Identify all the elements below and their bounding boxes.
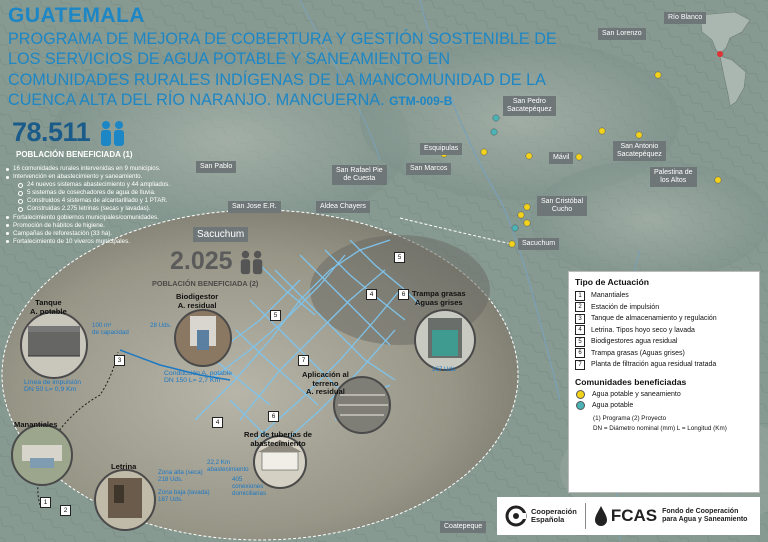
legend-item: 5 Biodigestores agua residual <box>569 336 759 348</box>
cooperacion-logo-text: Cooperación Española <box>531 506 577 524</box>
tanque-capacity: 100 m³ de capacidad <box>92 322 129 336</box>
town-san-lorenzo: San Lorenzo <box>598 28 646 40</box>
population-main-label: POBLACIÓN BENEFICIADA (1) <box>16 150 133 159</box>
legend-item: 7 Planta de filtración agua residual tratada <box>569 359 759 371</box>
letrina-graphic <box>95 470 155 530</box>
manantiales-graphic <box>12 425 72 485</box>
marker-6a: 6 <box>398 289 409 300</box>
town-san-pablo: San Pablo <box>196 161 236 173</box>
legend-community-item: Agua potable y saneamiento <box>569 389 759 401</box>
marker-7: 7 <box>298 355 309 366</box>
inset-people-icon <box>238 248 266 276</box>
marker-1: 1 <box>40 497 51 508</box>
legend-community-item: Agua potable <box>569 400 759 412</box>
town-rio-blanco: Río Blanco <box>664 12 706 24</box>
achievement-item: Promoción de hábitos de higiene. <box>6 222 236 230</box>
town-san-jose: San Jose E.R. <box>228 201 281 213</box>
achievement-item: Campañas de reforestación (33 ha). <box>6 230 236 238</box>
biodigestor-graphic <box>175 310 231 366</box>
achievement-subitem: 5 sistemas de cosechadores de agua de lluvia. <box>6 189 236 197</box>
program-title <box>8 29 568 111</box>
biodigestor-units: 28 Uds. <box>150 322 172 329</box>
teal-dot-icon <box>576 401 585 410</box>
town-san-cristobal: San Cristóbal Cucho <box>537 196 587 216</box>
zona-alta-label: Zona alta (seca) 218 Uds. <box>158 469 203 483</box>
trampa-label: Trampa grasas Aguas grises <box>412 289 466 307</box>
legend-item: 1 Manantiales <box>569 290 759 302</box>
inset-population-label: POBLACIÓN BENEFICIADA (2) <box>152 279 259 288</box>
logos-bar <box>497 497 760 535</box>
legend-item: 2 Estación de impulsión <box>569 302 759 314</box>
achievement-item: Fortalecimiento gobiernos municipales/comunidades. <box>6 214 236 222</box>
town-san-pedro: San Pedro Sacatepéquez <box>503 96 556 116</box>
legend-notes: (1) Programa (2) Proyecto <box>593 414 667 422</box>
trampa-graphic <box>415 310 475 370</box>
town-sacuchum: Sacuchum <box>518 238 559 250</box>
legend <box>568 271 760 493</box>
achievement-item: Intervención en abastecimiento y saneamiento. <box>6 173 236 181</box>
tanque-graphic <box>21 312 87 378</box>
linea-impulsion-label: Línea de impulsión DN 50 L= 0,9 Km <box>24 379 82 393</box>
manantiales-label: Manantiales <box>14 420 58 429</box>
marker-4a: 4 <box>212 417 223 428</box>
yellow-dot-icon <box>576 390 585 399</box>
red-label: Red de tuberías de abastecimiento <box>244 430 312 448</box>
legend-title-comunidades: Comunidades beneficiadas <box>575 376 687 387</box>
legend-item: 4 Letrina. Tipos hoyo seco y lavada <box>569 325 759 337</box>
people-icon <box>98 119 128 147</box>
town-mavil: Mávil <box>549 152 573 164</box>
town-san-antonio: San Antonio Sacatepéquez <box>613 141 666 161</box>
letrina-label: Letrina <box>111 462 137 471</box>
inset-title: Sacuchum <box>193 227 248 242</box>
town-esquipulas: Esquipulas <box>420 143 462 155</box>
fcas-logo-text: FCAS <box>610 506 658 525</box>
town-san-rafael: San Rafael Pie de Cuesta <box>332 165 387 185</box>
biodigestor-label: Biodigestor A. residual <box>176 292 219 310</box>
marker-2: 2 <box>60 505 71 516</box>
achievement-subitem: Construidas 2.275 letrinas (secas y lavadas). <box>6 205 236 213</box>
logos-divider <box>585 503 586 529</box>
program-code: GTM-009-B <box>389 93 453 108</box>
town-san-marcos: San Marcos <box>406 163 451 175</box>
fcas-full-text: Fondo de Cooperación para Agua y Saneamiento <box>662 507 748 523</box>
marker-3: 3 <box>114 355 125 366</box>
conexiones-label: 405 conexiones domiciliarias <box>232 476 267 497</box>
achievement-item: Fortalecimiento de 10 viveros municipales. <box>6 238 236 246</box>
aplicacion-label: Aplicación al terreno A. residual <box>302 370 349 396</box>
conduccion-label: Conducción A. potable DN 150 L= 2,7 Km <box>164 370 233 384</box>
cooperacion-logo-icon <box>505 505 527 527</box>
legend-title-actuacion: Tipo de Actuación <box>575 277 650 287</box>
achievement-item: 16 comunidades rurales intervenidas en 9 municipios. <box>6 165 236 173</box>
legend-item: 3 Tanque de almacenamiento y regulación <box>569 313 759 325</box>
tanque-label: Tanque A. potable <box>30 298 67 316</box>
marker-5b: 5 <box>270 310 281 321</box>
achievement-subitem: 24 nuevos sistemas abastecimiento y 44 ampliados. <box>6 181 236 189</box>
fcas-drop-icon <box>594 505 608 527</box>
trampa-units: 167 Uds. <box>432 366 457 373</box>
marker-4b: 4 <box>366 289 377 300</box>
marker-5a: 5 <box>394 252 405 263</box>
mountain-shade-3 <box>530 160 768 280</box>
marker-6b: 6 <box>268 411 279 422</box>
legend-dn-note: DN = Diámetro nominal (mm) L = Longitud (Km) <box>593 424 727 432</box>
town-palestina: Palestina de los Altos <box>650 167 697 187</box>
program-name: PROGRAMA DE MEJORA DE COBERTURA Y GESTIÓN SOSTENIBLE DE LOS SERVICIOS DE AGUA POTABLE Y SANEAMIENTO EN COMUNIDADES RURALES INDÍGENAS DE LA MANCOMUNIDAD DE LA CUENCA ALTA DEL RÍO NARANJO. MANCUERNA. <box>8 30 557 109</box>
red-detail: 22,2 Km abastecimiento <box>207 459 249 473</box>
country-title: GUATEMALA <box>8 4 146 27</box>
town-coatepeque: Coatepeque <box>440 521 486 533</box>
legend-item: 6 Trampa grasas (Aguas grises) <box>569 348 759 360</box>
inset-population-value: 2.025 <box>170 247 233 275</box>
population-main-value: 78.511 <box>12 117 91 147</box>
achievement-subitem: Construidos 4 sistemas de alcantarillado y 1 PTAR. <box>6 197 236 205</box>
zona-baja-label: Zona baja (lavada) 187 Uds. <box>158 489 210 503</box>
town-aldea-chayers: Aldea Chayers <box>316 201 370 213</box>
